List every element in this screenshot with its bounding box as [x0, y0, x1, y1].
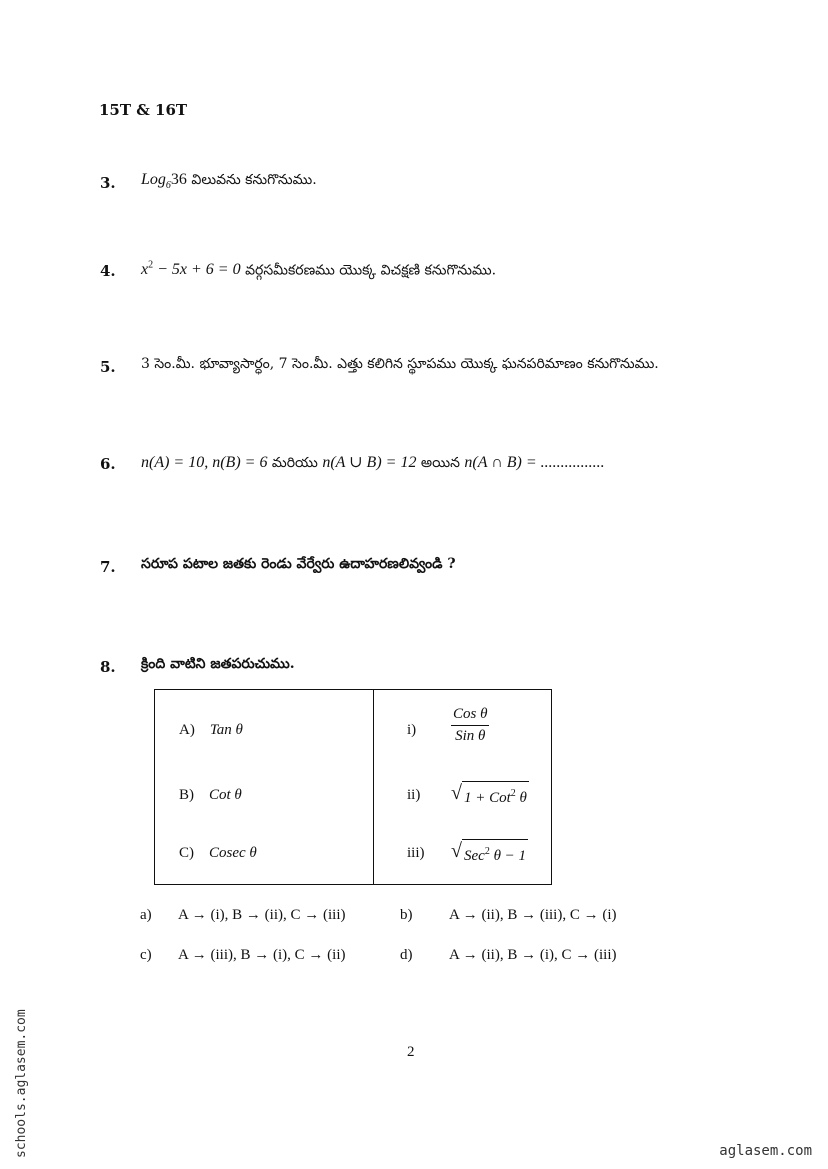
option-d-text: A → (ii), B → (i), C → (iii): [449, 947, 617, 963]
question-6: [141, 452, 605, 474]
question-7-number: 7.: [100, 558, 116, 576]
q3-expression: Log$_6$36: [141, 171, 187, 192]
match-table: [154, 689, 552, 885]
question-3-number: 3.: [100, 174, 116, 192]
table-divider: [373, 690, 374, 884]
q6-expression-3: n(A ∩ B) = ................: [464, 454, 605, 471]
question-5-number: 5.: [100, 358, 116, 376]
right-item-ii-radical: √ 1 + Cot$^2$ θ: [451, 782, 527, 806]
q4-text: వర్గసమీకరణము యొక్క విచక్షణి కనుగొనుము.: [245, 262, 497, 279]
q3-text: విలువను కనుగొనుము.: [191, 172, 317, 188]
question-7-text: సరూప పటాల జతకు రెండు వేర్వేరు ఉదాహరణలివ్వండి ?: [141, 556, 456, 572]
q6-expression-1: n(A) = 10, n(B) = 6: [141, 454, 268, 471]
side-watermark: schools.aglasem.com: [14, 1009, 29, 1158]
question-4-number: 4.: [100, 262, 116, 280]
q6-condition: అయిన: [420, 455, 460, 471]
option-a-label: a): [140, 907, 152, 923]
question-8-number: 8.: [100, 658, 116, 676]
option-a-text: A → (i), B → (ii), C → (iii): [178, 907, 346, 923]
q6-conjunction: మరియు: [271, 455, 318, 471]
left-item-b: B) Cot θ: [179, 787, 242, 803]
right-item-iii-label: iii): [407, 845, 425, 861]
paper-code: 15T & 16T: [99, 101, 188, 119]
right-item-i-label: i): [407, 722, 417, 738]
left-item-c: C) Cosec θ: [179, 845, 257, 861]
page-number: 2: [407, 1044, 415, 1060]
left-item-a: A) Tan θ: [179, 722, 243, 738]
question-3: [141, 171, 317, 191]
question-6-number: 6.: [100, 455, 116, 473]
question-8-text: క్రింది వాటిని జతపరుచుము.: [141, 656, 295, 672]
question-5-text: 3 సెం.మీ. భూవ్యాసార్ధం, 7 సెం.మీ. ఎత్తు కలిగిన స్థూపము యొక్క ఘనపరిమాణం కనుగొనుము.: [141, 356, 659, 372]
option-d-label: d): [400, 947, 413, 963]
question-4: [141, 260, 496, 281]
q6-expression-2: n(A ∪ B) = 12: [322, 454, 417, 471]
q4-expression: $x^2 - 5x + 6 = 0$: [141, 260, 241, 279]
option-c-text: A → (iii), B → (i), C → (ii): [178, 947, 346, 963]
right-item-iii-radical: √ Sec$^2$ θ − 1: [451, 840, 527, 864]
option-c-label: c): [140, 947, 152, 963]
option-b-label: b): [400, 907, 413, 923]
footer-watermark: aglasem.com: [719, 1143, 812, 1159]
right-item-ii-label: ii): [407, 787, 421, 803]
right-item-i-fraction: $\frac{\text{Cos θ}}{\text{Sin θ}}$: [453, 706, 488, 744]
option-b-text: A → (ii), B → (iii), C → (i): [449, 907, 617, 923]
